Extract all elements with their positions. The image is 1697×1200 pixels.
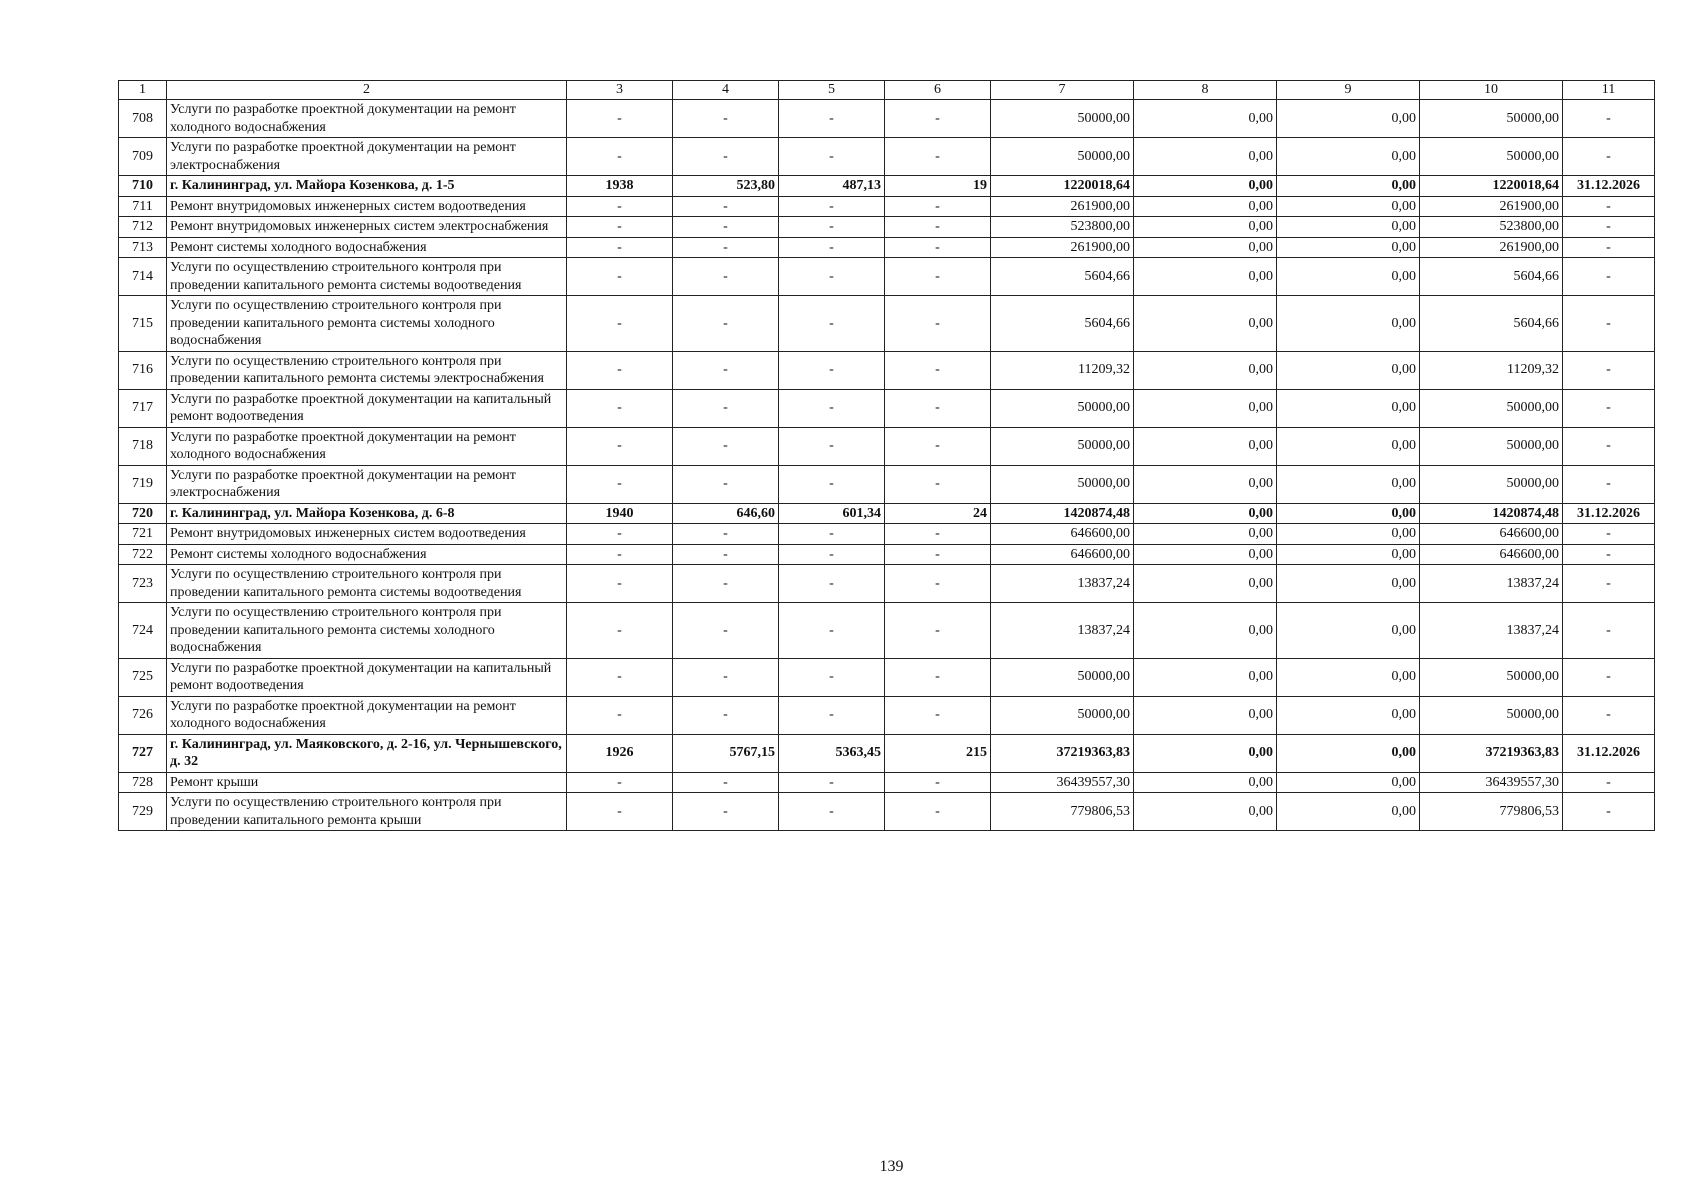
col-10-value: 261900,00 [1420,237,1563,258]
col-10-value: 50000,00 [1420,465,1563,503]
col-4-value: - [673,427,779,465]
row-name: Ремонт системы холодного водоснабжения [167,544,567,565]
col-5-value: - [779,793,885,831]
col-11-value: - [1563,427,1655,465]
col-3-value: - [567,196,673,217]
col-3-value: - [567,389,673,427]
row-name: г. Калининград, ул. Маяковского, д. 2-16, ул. Чернышевского, д. 32 [167,734,567,772]
col-9-value: 0,00 [1277,734,1420,772]
col-5-value: - [779,524,885,545]
col-8-value: 0,00 [1134,603,1277,659]
col-5-value: - [779,196,885,217]
col-8-value: 0,00 [1134,503,1277,524]
col-7-value: 646600,00 [991,544,1134,565]
col-9-value: 0,00 [1277,176,1420,197]
col-8-value: 0,00 [1134,217,1277,238]
col-7-value: 779806,53 [991,793,1134,831]
table-row [119,793,1655,831]
col-8-value: 0,00 [1134,772,1277,793]
col-7-value: 50000,00 [991,389,1134,427]
col-10-value: 5604,66 [1420,296,1563,352]
row-number: 727 [119,734,167,772]
col-10-value: 13837,24 [1420,565,1563,603]
row-name: Услуги по осуществлению строительного контроля при проведении капитального ремонта системы водоотведения [167,258,567,296]
col-8-value: 0,00 [1134,658,1277,696]
table-row [119,296,1655,352]
col-5-value: - [779,138,885,176]
col-11-value: - [1563,296,1655,352]
col-3-value: - [567,544,673,565]
col-6-value: 215 [885,734,991,772]
col-7-value: 646600,00 [991,524,1134,545]
col-7-value: 261900,00 [991,237,1134,258]
col-5-value: - [779,544,885,565]
col-6-value: - [885,772,991,793]
col-7-value: 5604,66 [991,296,1134,352]
col-3-value: - [567,100,673,138]
row-name: Услуги по разработке проектной документации на капитальный ремонт водоотведения [167,658,567,696]
col-4-value: - [673,465,779,503]
col-8-value: 0,00 [1134,544,1277,565]
col-5-value: 487,13 [779,176,885,197]
col-5-value: - [779,772,885,793]
row-number: 709 [119,138,167,176]
row-name: Услуги по разработке проектной документации на ремонт холодного водоснабжения [167,100,567,138]
col-10-value: 50000,00 [1420,658,1563,696]
col-8-value: 0,00 [1134,524,1277,545]
header-cell-10: 10 [1420,81,1563,100]
row-name: Услуги по осуществлению строительного контроля при проведении капитального ремонта крыши [167,793,567,831]
col-4-value: - [673,217,779,238]
col-6-value: - [885,565,991,603]
col-10-value: 50000,00 [1420,389,1563,427]
col-9-value: 0,00 [1277,258,1420,296]
col-3-value: - [567,658,673,696]
row-name: Ремонт внутридомовых инженерных систем водоотведения [167,524,567,545]
col-9-value: 0,00 [1277,100,1420,138]
table-row [119,100,1655,138]
col-3-value: 1940 [567,503,673,524]
col-9-value: 0,00 [1277,793,1420,831]
header-cell-7: 7 [991,81,1134,100]
col-5-value: - [779,296,885,352]
row-number: 714 [119,258,167,296]
col-6-value: - [885,793,991,831]
col-8-value: 0,00 [1134,696,1277,734]
row-name: Услуги по разработке проектной документации на ремонт холодного водоснабжения [167,696,567,734]
row-number: 720 [119,503,167,524]
col-10-value: 1420874,48 [1420,503,1563,524]
col-7-value: 5604,66 [991,258,1134,296]
col-9-value: 0,00 [1277,217,1420,238]
col-9-value: 0,00 [1277,696,1420,734]
header-cell-9: 9 [1277,81,1420,100]
col-5-value: - [779,465,885,503]
header-cell-1: 1 [119,81,167,100]
row-number: 715 [119,296,167,352]
col-5-value: - [779,258,885,296]
col-9-value: 0,00 [1277,603,1420,659]
row-name: г. Калининград, ул. Майора Козенкова, д. 6-8 [167,503,567,524]
col-9-value: 0,00 [1277,658,1420,696]
col-5-value: - [779,603,885,659]
row-number: 729 [119,793,167,831]
col-4-value: - [673,138,779,176]
col-11-value: - [1563,603,1655,659]
col-3-value: - [567,793,673,831]
col-5-value: - [779,427,885,465]
col-3-value: - [567,772,673,793]
col-5-value: - [779,351,885,389]
col-5-value: - [779,237,885,258]
col-8-value: 0,00 [1134,427,1277,465]
col-9-value: 0,00 [1277,138,1420,176]
col-5-value: - [779,217,885,238]
table-row [119,389,1655,427]
col-4-value: - [673,237,779,258]
col-8-value: 0,00 [1134,258,1277,296]
col-6-value: - [885,427,991,465]
col-11-value: - [1563,138,1655,176]
col-11-value: - [1563,696,1655,734]
col-6-value: 24 [885,503,991,524]
col-10-value: 1220018,64 [1420,176,1563,197]
col-4-value: - [673,793,779,831]
row-name: Услуги по разработке проектной документации на капитальный ремонт водоотведения [167,389,567,427]
col-4-value: - [673,603,779,659]
table-row [119,427,1655,465]
col-6-value: - [885,603,991,659]
col-10-value: 646600,00 [1420,524,1563,545]
col-8-value: 0,00 [1134,100,1277,138]
header-cell-3: 3 [567,81,673,100]
col-4-value: - [673,258,779,296]
col-11-value: - [1563,100,1655,138]
col-6-value: - [885,351,991,389]
col-11-value: - [1563,196,1655,217]
header-cell-2: 2 [167,81,567,100]
header-cell-5: 5 [779,81,885,100]
header-cell-4: 4 [673,81,779,100]
col-11-value: - [1563,772,1655,793]
row-name: Услуги по осуществлению строительного контроля при проведении капитального ремонта системы электроснабжения [167,351,567,389]
table-header-row [119,81,1655,100]
col-7-value: 1420874,48 [991,503,1134,524]
col-9-value: 0,00 [1277,351,1420,389]
table-row [119,138,1655,176]
col-7-value: 50000,00 [991,658,1134,696]
table-row [119,544,1655,565]
col-11-value: - [1563,544,1655,565]
header-cell-8: 8 [1134,81,1277,100]
row-number: 723 [119,565,167,603]
table-row [119,258,1655,296]
table-row-address [119,503,1655,524]
col-8-value: 0,00 [1134,734,1277,772]
table-row [119,696,1655,734]
row-number: 718 [119,427,167,465]
col-6-value: - [885,196,991,217]
col-4-value: - [673,565,779,603]
col-9-value: 0,00 [1277,427,1420,465]
row-number: 712 [119,217,167,238]
col-10-value: 646600,00 [1420,544,1563,565]
col-8-value: 0,00 [1134,793,1277,831]
col-6-value: - [885,100,991,138]
col-6-value: 19 [885,176,991,197]
row-number: 725 [119,658,167,696]
row-number: 708 [119,100,167,138]
col-9-value: 0,00 [1277,389,1420,427]
col-4-value: - [673,544,779,565]
col-6-value: - [885,258,991,296]
col-4-value: - [673,351,779,389]
col-8-value: 0,00 [1134,389,1277,427]
col-5-value: - [779,658,885,696]
col-3-value: - [567,565,673,603]
col-3-value: - [567,296,673,352]
col-8-value: 0,00 [1134,138,1277,176]
col-8-value: 0,00 [1134,351,1277,389]
col-9-value: 0,00 [1277,196,1420,217]
col-7-value: 37219363,83 [991,734,1134,772]
col-11-value: - [1563,389,1655,427]
col-8-value: 0,00 [1134,196,1277,217]
col-11-value: - [1563,465,1655,503]
col-3-value: - [567,524,673,545]
table-row [119,351,1655,389]
col-6-value: - [885,524,991,545]
col-9-value: 0,00 [1277,544,1420,565]
col-7-value: 11209,32 [991,351,1134,389]
col-3-value: - [567,217,673,238]
col-4-value: - [673,772,779,793]
col-11-value: - [1563,565,1655,603]
col-5-value: - [779,565,885,603]
table-row [119,524,1655,545]
col-10-value: 37219363,83 [1420,734,1563,772]
col-3-value: - [567,351,673,389]
col-6-value: - [885,465,991,503]
col-10-value: 50000,00 [1420,100,1563,138]
row-number: 716 [119,351,167,389]
table-row-address [119,176,1655,197]
col-7-value: 523800,00 [991,217,1134,238]
table-row [119,465,1655,503]
table-row [119,603,1655,659]
row-name: г. Калининград, ул. Майора Козенкова, д. 1-5 [167,176,567,197]
col-7-value: 13837,24 [991,565,1134,603]
col-4-value: 523,80 [673,176,779,197]
row-number: 719 [119,465,167,503]
table-row [119,237,1655,258]
row-name: Ремонт крыши [167,772,567,793]
col-11-value: - [1563,658,1655,696]
col-6-value: - [885,389,991,427]
col-3-value: - [567,427,673,465]
col-10-value: 11209,32 [1420,351,1563,389]
row-number: 726 [119,696,167,734]
col-4-value: - [673,296,779,352]
col-4-value: 5767,15 [673,734,779,772]
col-9-value: 0,00 [1277,565,1420,603]
col-3-value: - [567,696,673,734]
col-6-value: - [885,217,991,238]
col-3-value: - [567,603,673,659]
col-7-value: 1220018,64 [991,176,1134,197]
col-11-value: - [1563,793,1655,831]
col-3-value: - [567,138,673,176]
row-name: Услуги по осуществлению строительного контроля при проведении капитального ремонта системы холодного водоснабжения [167,603,567,659]
row-number: 710 [119,176,167,197]
row-name: Услуги по осуществлению строительного контроля при проведении капитального ремонта системы водоотведения [167,565,567,603]
page-number: 139 [879,1158,904,1175]
row-name: Услуги по осуществлению строительного контроля при проведении капитального ремонта системы холодного водоснабжения [167,296,567,352]
col-4-value: - [673,389,779,427]
col-6-value: - [885,658,991,696]
row-name: Ремонт внутридомовых инженерных систем электроснабжения [167,217,567,238]
row-number: 728 [119,772,167,793]
col-7-value: 13837,24 [991,603,1134,659]
row-number: 724 [119,603,167,659]
col-4-value: - [673,196,779,217]
col-6-value: - [885,696,991,734]
col-7-value: 50000,00 [991,427,1134,465]
col-4-value: - [673,696,779,734]
col-8-value: 0,00 [1134,237,1277,258]
col-9-value: 0,00 [1277,296,1420,352]
header-cell-6: 6 [885,81,991,100]
col-9-value: 0,00 [1277,772,1420,793]
table-row [119,772,1655,793]
col-10-value: 36439557,30 [1420,772,1563,793]
row-name: Услуги по разработке проектной документации на ремонт электроснабжения [167,465,567,503]
col-10-value: 13837,24 [1420,603,1563,659]
table-row [119,217,1655,238]
col-3-value: - [567,237,673,258]
col-6-value: - [885,237,991,258]
row-name: Ремонт внутридомовых инженерных систем водоотведения [167,196,567,217]
col-10-value: 779806,53 [1420,793,1563,831]
row-number: 713 [119,237,167,258]
col-8-value: 0,00 [1134,565,1277,603]
row-number: 722 [119,544,167,565]
col-7-value: 50000,00 [991,465,1134,503]
col-3-value: - [567,258,673,296]
col-3-value: 1926 [567,734,673,772]
col-3-value: 1938 [567,176,673,197]
col-10-value: 523800,00 [1420,217,1563,238]
col-7-value: 261900,00 [991,196,1134,217]
header-cell-11: 11 [1563,81,1655,100]
col-11-value: 31.12.2026 [1563,176,1655,197]
col-6-value: - [885,544,991,565]
row-number: 721 [119,524,167,545]
col-8-value: 0,00 [1134,176,1277,197]
col-9-value: 0,00 [1277,237,1420,258]
col-4-value: - [673,100,779,138]
col-5-value: - [779,389,885,427]
col-4-value: - [673,524,779,545]
col-9-value: 0,00 [1277,503,1420,524]
col-9-value: 0,00 [1277,524,1420,545]
col-9-value: 0,00 [1277,465,1420,503]
col-8-value: 0,00 [1134,465,1277,503]
col-4-value: - [673,658,779,696]
table-row [119,565,1655,603]
row-number: 717 [119,389,167,427]
col-11-value: 31.12.2026 [1563,503,1655,524]
col-3-value: - [567,465,673,503]
col-5-value: - [779,100,885,138]
col-6-value: - [885,138,991,176]
table-row-address [119,734,1655,772]
col-11-value: 31.12.2026 [1563,734,1655,772]
col-7-value: 50000,00 [991,138,1134,176]
col-11-value: - [1563,237,1655,258]
col-7-value: 36439557,30 [991,772,1134,793]
col-5-value: 5363,45 [779,734,885,772]
col-10-value: 261900,00 [1420,196,1563,217]
col-10-value: 50000,00 [1420,696,1563,734]
row-name: Ремонт системы холодного водоснабжения [167,237,567,258]
col-8-value: 0,00 [1134,296,1277,352]
table-row [119,196,1655,217]
col-6-value: - [885,296,991,352]
col-5-value: 601,34 [779,503,885,524]
col-10-value: 5604,66 [1420,258,1563,296]
col-4-value: 646,60 [673,503,779,524]
col-5-value: - [779,696,885,734]
col-11-value: - [1563,217,1655,238]
row-number: 711 [119,196,167,217]
works-table [118,80,1655,831]
col-11-value: - [1563,524,1655,545]
col-10-value: 50000,00 [1420,427,1563,465]
row-name: Услуги по разработке проектной документации на ремонт электроснабжения [167,138,567,176]
table-body [119,81,1655,831]
col-7-value: 50000,00 [991,100,1134,138]
col-7-value: 50000,00 [991,696,1134,734]
table-row [119,658,1655,696]
col-11-value: - [1563,258,1655,296]
row-name: Услуги по разработке проектной документации на ремонт холодного водоснабжения [167,427,567,465]
col-11-value: - [1563,351,1655,389]
col-10-value: 50000,00 [1420,138,1563,176]
